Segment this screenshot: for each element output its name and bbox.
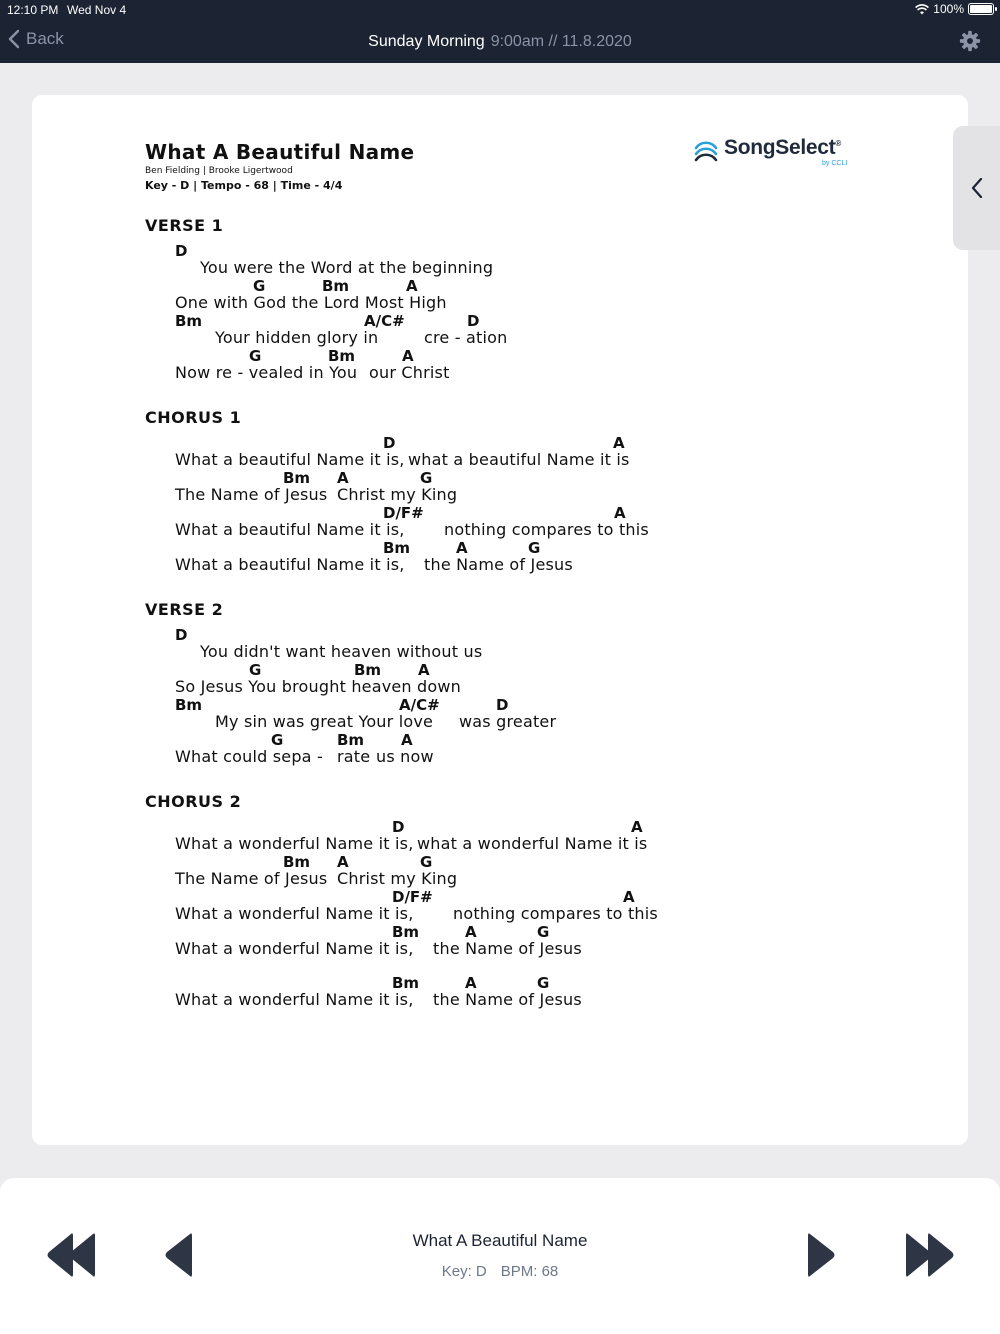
wifi-icon <box>915 4 929 15</box>
battery-icon <box>968 3 994 15</box>
song-title: What A Beautiful Name <box>145 140 415 164</box>
lyric-line: One with God the Lord Most High <box>175 293 447 312</box>
chord: A/C# <box>399 696 440 714</box>
lyric-line: - <box>317 747 323 766</box>
back-label: Back <box>26 29 64 48</box>
lyric-line: cre - ation <box>424 328 508 347</box>
lyric-line: our Christ <box>369 363 450 382</box>
chord: A <box>465 923 477 941</box>
lyric-line: Christ my King <box>337 869 458 888</box>
chord: G <box>253 277 266 295</box>
lyric-line: what a beautiful Name it is <box>408 450 630 469</box>
lyric-line: Your hidden glory in <box>215 328 379 347</box>
lyric-line: My sin was great Your love <box>215 712 434 731</box>
lyric-line: nothing compares to this <box>453 904 658 923</box>
chord: Bm <box>283 853 311 871</box>
chord: D/F# <box>392 888 433 906</box>
now-playing-bpm: BPM: 68 <box>500 1263 559 1280</box>
status-right <box>915 2 994 16</box>
lyric-line: What a wonderful Name it is, <box>175 939 414 958</box>
logo-by: by CCLI <box>822 160 848 167</box>
chord: A <box>418 661 430 679</box>
chord-chart-page[interactable] <box>32 95 968 1145</box>
song-meta: Key - D | Tempo - 68 | Time - 4/4 <box>145 179 343 192</box>
song-authors: Ben Fielding | Brooke Ligertwood <box>145 166 293 176</box>
lyric-line: So Jesus You brought heaven down <box>175 677 462 696</box>
lyric-line: What a beautiful Name it is, <box>175 450 405 469</box>
chord: Bm <box>392 923 420 941</box>
lyric-line: the Name of Jesus <box>433 939 582 958</box>
chord: A <box>465 974 477 992</box>
lyric-line: what a wonderful Name it is <box>417 834 648 853</box>
chord: G <box>249 661 262 679</box>
chord: A <box>613 434 625 452</box>
chord: G <box>537 974 550 992</box>
section-label: VERSE 2 <box>145 600 224 619</box>
collapse-chevron-icon <box>970 176 984 200</box>
chord: Bm <box>175 312 203 330</box>
chord: Bm <box>322 277 350 295</box>
chord: A <box>631 818 643 836</box>
lyric-line: What a beautiful Name it is, <box>175 555 405 574</box>
chord: G <box>249 347 262 365</box>
chord: A <box>623 888 635 906</box>
chord: A <box>614 504 626 522</box>
chord: D <box>496 696 509 714</box>
section-label: CHORUS 2 <box>145 792 242 811</box>
chord: D <box>175 626 188 644</box>
now-playing-key: Key: D <box>441 1263 487 1280</box>
lyric-line: us now <box>376 747 434 766</box>
lyric-line: rate <box>337 747 371 766</box>
next-icon[interactable] <box>806 1232 836 1278</box>
chord: A <box>337 853 349 871</box>
chord: G <box>420 853 433 871</box>
lyric-line: What a wonderful Name it is, <box>175 834 414 853</box>
lyric-line: What could sepa <box>175 747 312 766</box>
top-bar <box>0 0 1000 63</box>
section-label: VERSE 1 <box>145 216 224 235</box>
chord: Bm <box>175 696 203 714</box>
battery-percent: 100% <box>933 2 964 16</box>
chord: G <box>420 469 433 487</box>
chord: Bm <box>328 347 356 365</box>
chord: D/F# <box>383 504 424 522</box>
chord: G <box>537 923 550 941</box>
lyric-line: You didn't want heaven without us <box>200 642 483 661</box>
player-bar <box>0 1178 1000 1334</box>
lyric-line: nothing compares to this <box>444 520 649 539</box>
service-datetime: 9:00am // 11.8.2020 <box>490 33 632 50</box>
now-playing-title: What A Beautiful Name <box>412 1231 588 1250</box>
lyric-line: Christ my King <box>337 485 458 504</box>
lyric-line: the Name of Jesus <box>424 555 573 574</box>
nav-title <box>0 33 1000 51</box>
chord: Bm <box>392 974 420 992</box>
lyric-line: was greater <box>459 712 557 731</box>
gear-icon[interactable] <box>959 30 981 52</box>
lyric-line: What a wonderful Name it is, <box>175 904 414 923</box>
logo-text: SongSelect® <box>724 136 841 159</box>
section-label: CHORUS 1 <box>145 408 242 427</box>
lyric-line: What a beautiful Name it is, <box>175 520 405 539</box>
now-playing-meta <box>0 1263 1000 1280</box>
chord: G <box>528 539 541 557</box>
lyric-line: Now re - vealed in You <box>175 363 358 382</box>
lyric-line: What a wonderful Name it is, <box>175 990 414 1009</box>
chord: A/C# <box>364 312 405 330</box>
chord: Bm <box>354 661 382 679</box>
songselect-logo <box>692 136 862 172</box>
chord: D <box>392 818 405 836</box>
songselect-logo-icon <box>692 138 720 166</box>
chord: Bm <box>337 731 365 749</box>
status-date: Wed Nov 4 <box>67 3 127 17</box>
lyric-line: The Name of Jesus <box>175 485 328 504</box>
chord: A <box>402 347 414 365</box>
lyric-line: You were the Word at the beginning <box>200 258 494 277</box>
chord: A <box>337 469 349 487</box>
chord: A <box>406 277 418 295</box>
chord: D <box>383 434 396 452</box>
chord: Bm <box>383 539 411 557</box>
chord: G <box>271 731 284 749</box>
skip-forward-icon[interactable] <box>905 1232 955 1278</box>
chord: A <box>401 731 413 749</box>
lyric-line: the Name of Jesus <box>433 990 582 1009</box>
chord: D <box>175 242 188 260</box>
service-name: Sunday Morning <box>368 33 485 50</box>
lyric-line: The Name of Jesus <box>175 869 328 888</box>
chord: Bm <box>283 469 311 487</box>
status-time: 12:10 PM <box>7 3 59 17</box>
chord: D <box>467 312 480 330</box>
side-panel-toggle[interactable] <box>953 126 1000 250</box>
chord: A <box>456 539 468 557</box>
